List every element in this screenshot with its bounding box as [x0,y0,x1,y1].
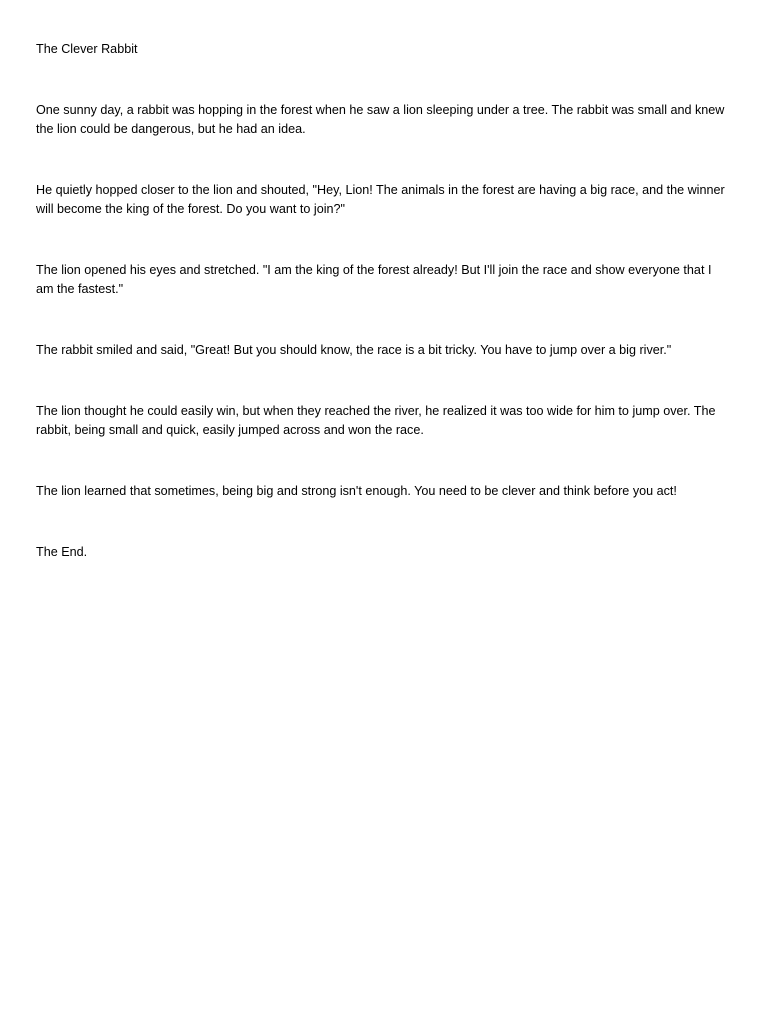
story-paragraph: The lion opened his eyes and stretched. "I am the king of the forest already! But I'll join the race and show everyone that I am the fastest." [36,263,712,296]
story-paragraph: The rabbit smiled and said, "Great! But you should know, the race is a bit tricky. You have to jump over a big river." [36,343,672,357]
story-paragraph: He quietly hopped closer to the lion and shouted, "Hey, Lion! The animals in the forest are having a big race, and the winner will become the king of the forest. Do you want to join?" [36,183,725,216]
story-paragraph: The lion thought he could easily win, but when they reached the river, he realized it was too wide for him to jump over. The rabbit, being small and quick, easily jumped across and won the race. [36,404,716,437]
document-page [36,40,732,562]
story-paragraph: The lion learned that sometimes, being big and strong isn't enough. You need to be clever and think before you act! [36,484,677,498]
story-paragraph: One sunny day, a rabbit was hopping in the forest when he saw a lion sleeping under a tree. The rabbit was small and knew the lion could be dangerous, but he had an idea. [36,103,725,136]
document-title: The Clever Rabbit [36,42,138,56]
story-ending: The End. [36,545,88,559]
